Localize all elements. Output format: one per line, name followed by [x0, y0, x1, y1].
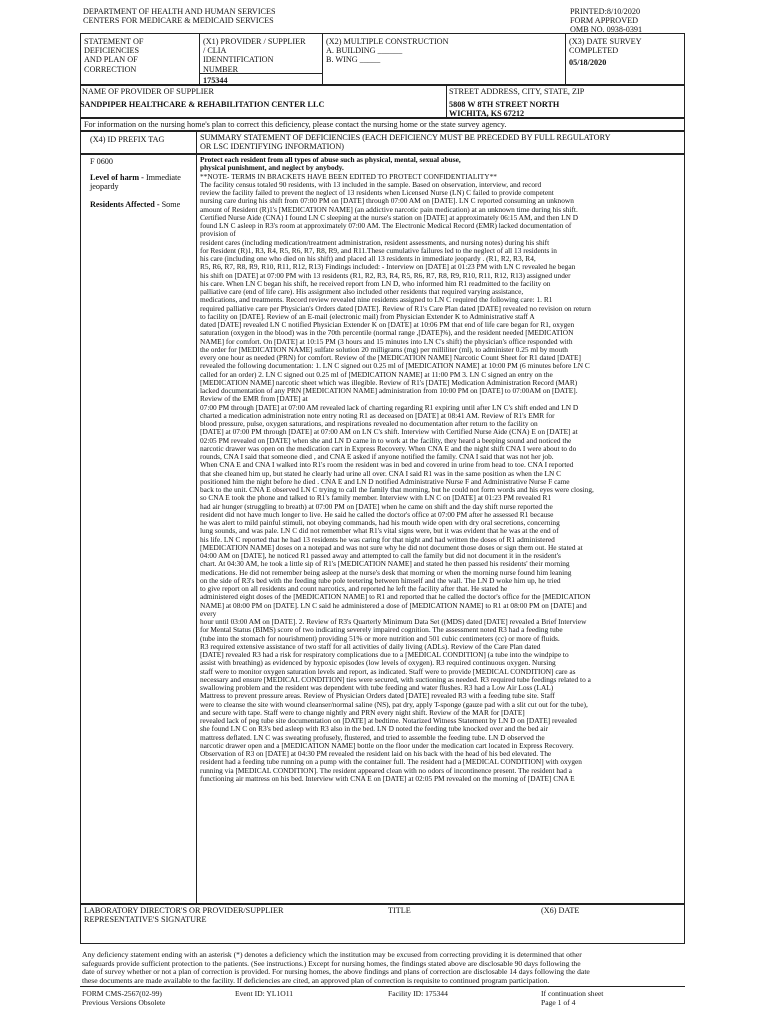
summary-line: narcotic drawer open and a [MEDICATION NAME] bottle on the floor under the medication cart located in Express Recovery.: [200, 740, 574, 750]
printed-date: PRINTED:8/10/2020: [570, 7, 641, 16]
summary-line: [DATE] at 07:00 PM through [DATE] at 07:00 AM on LN C's shift. Interview with Certified Nurse Aide (CNA) E on [DATE] at: [200, 427, 578, 437]
summary-line: medications, and treatments. Record review revealed nine residents assigned to LN C required the following care: 1. R1: [200, 295, 553, 305]
summary-text: [200, 156, 680, 783]
summary-line: nursing care during his shift from 07:00 PM on [DATE] through 07:00 AM on [DATE]. LN C reported consuming an unknown: [200, 196, 574, 206]
summary-line: found LN C asleep in R3's room at approximately 07:00 AM. The Electronic Medical Record (EMR) lacked documentation of: [200, 221, 572, 230]
summary-line: When CNA E and CNA I walked into R1's room the resident was in bed and covered in urine from head to toe. CNA I reported: [200, 460, 574, 470]
form-approved: FORM APPROVED: [570, 16, 639, 26]
summary-header: SUMMARY STATEMENT OF DEFICIENCIES (EACH DEFICIENCY MUST BE PRECEDED BY FULL REGULATORY OR LSC IDENTIFYING INFORMATION): [200, 133, 611, 152]
dept-name: DEPARTMENT OF HEALTH AND HUMAN SERVICES: [83, 7, 276, 16]
summary-line: mattress deflated. LN C was sweating profusely, flustered, and tried to assemble the feeding tube. LN D observed the: [200, 732, 545, 742]
director-signature-label: LABORATORY DIRECTOR'S OR PROVIDER/SUPPLIER REPRESENTATIVE'S SIGNATURE: [84, 906, 284, 925]
summary-line: 07:00 PM through [DATE] at 07:00 AM revealed lack of charting regarding R1 expiring until after LN C's shift ended and LN D: [200, 402, 579, 412]
facility-id: Facility ID: 175344: [388, 989, 448, 998]
summary-line: R3 required extensive assistance of two staff for all activities of daily living (ADLs). Review of the Care Plan dated: [200, 641, 541, 651]
summary-line: 02:05 PM revealed on [DATE] when she and LN D came in to work at the facility, they heard a beeping sound and noticed the: [200, 435, 572, 445]
id-prefix-header: (X4) ID PREFIX TAG: [90, 135, 165, 144]
summary-line: rounds, CNA I said that someone died , and CNA E asked if anyone notified the family. CNA I said that was not her job.: [200, 452, 554, 461]
statement-label: STATEMENT OF DEFICIENCIES AND PLAN OF CORRECTION: [84, 37, 144, 74]
tag-code: F 0600: [90, 157, 113, 166]
summary-line: lacked documentation of any PRN [MEDICATION NAME] administration from 10:00 PM on [DATE] to 07:00AM on [DATE].: [200, 386, 578, 395]
summary-line: **NOTE- TERMS IN BRACKETS HAVE BEEN EDITED TO PROTECT CONFIDENTIALITY**: [200, 171, 497, 181]
residents-affected: Residents Affected - Some: [90, 200, 181, 209]
summary-line: had air hunger (struggling to breath) at 07:00 PM on [DATE] when he came on shift and the day shift nurse reported the: [200, 501, 553, 511]
summary-line: he was alert to mild painful stimuli, not obeying commands, had his mouth wide open with dry oral secretions, concerning: [200, 518, 560, 527]
event-id: Event ID: YL1O11: [235, 989, 294, 998]
summary-line: to give report on all residents and count narcotics, and reported he left the facility after that. He stated he: [200, 584, 508, 593]
summary-line: dated [DATE] revealed LN C notified Physician Extender K on [DATE] at 10:06 PM that end of life care began for R1, oxygen: [200, 320, 575, 329]
summary-line: chart. At 04:30 AM, he took a little sip of R1's [MEDICATION NAME] and stated he then passed his residents' their morning: [200, 559, 570, 569]
info-line: For information on the nursing home's plan to correct this deficiency, please contact the nursing home or the state survey agency.: [84, 120, 507, 129]
summary-line: his care. When LN C began his shift, he received report from LN D, who informed him R1 readmitted to the facility on: [200, 278, 551, 288]
omb-number: OMB NO. 0938-0391: [570, 25, 643, 35]
summary-line: were to cleanse the site with wound cleanser/normal saline (NS), pat dry, apply T-sponge (gauze pad with a slit cut out for the tube),: [200, 699, 588, 709]
summary-line: physical punishment, and neglect by anybody.: [200, 163, 344, 173]
summary-line: so CNA E took the phone and talked to R1's family member. Interview with LN C on [DATE] at 01:23 PM revealed R1: [200, 493, 552, 503]
centers-name: CENTERS FOR MEDICARE & MEDICAID SERVICES: [83, 16, 274, 26]
summary-line: every one hour as needed (PRN) for comfort. Review of the [MEDICATION NAME] Narcotic Count Sheet for R1 dated [DATE]: [200, 353, 581, 362]
summary-line: staff were to monitor oxygen saturation levels and report, as indicated. Staff were to provide [MEDICAL CONDITION] care as: [200, 666, 576, 676]
summary-line: amount of Resident (R)1's [MEDICATION NAME] (an addictive narcotic pain medication) at an unknown time during his shift.: [200, 204, 578, 214]
summary-line: palliative care (end of life care). His assignment also included other residents that required varying assistance,: [200, 287, 524, 296]
agency-header: [83, 7, 276, 25]
summary-line: called for an order) 2. LN C signed out 0.25 ml of [MEDICATION NAME] at 11:00 PM 3. LN C signed an entry on the: [200, 369, 553, 379]
summary-line: provision of: [200, 229, 236, 239]
summary-line: his care (including one who died on his shift) and placed all 13 residents in immediate jeopardy . (R1, R2, R3, R4,: [200, 254, 536, 263]
summary-line: Protect each resident from all types of abuse such as physical, mental, sexual abuse,: [200, 155, 461, 164]
provider-name: SANDPIPER HEALTHCARE & REHABILITATION CENTER LLC: [80, 100, 325, 109]
summary-line: administered eight doses of the [MEDICATION NAME] to R1 and reported that he called the doctor's office for the [MEDICATION: [200, 592, 591, 602]
summary-line: R5, R6, R7, R8, R9, R10, R11, R12, R13) Findings included: - Interview on [DATE] at 01:23 PM with LN C revealed he began: [200, 262, 576, 272]
summary-line: swallowing problem and the resident was dependent with tube feeding and water flushes. R3 had a Low Air Loss (LAL): [200, 683, 554, 692]
summary-line: revealed lack of peg tube site documentation on [DATE] at bedtime. Notarized Witness Statement by LN D on [DATE] revealed: [200, 716, 577, 725]
disclaimer: Any deficiency statement ending with an asterisk (*) denotes a deficiency which the institution may be excused from correcting providing it is determined that other safeguards provide sufficient protection to the patients. (See instructions.) Except for nursing homes, the findings stated above are disclosable 90 days following the date of survey whether or not a plan of correction is provided. For nursing homes, the above findings and plans of correction are disclosable 14 days following the date these documents are made available to the facility. If deficiencies are cited, an approved plan of correction is requisite to continued program participation.: [82, 950, 590, 986]
summary-line: functioning air mattress on his bed. Interview with CNA E on [DATE] at 02:05 PM revealed on the morning of [DATE] CNA E: [200, 773, 575, 783]
survey-date: 05/18/2020: [569, 58, 607, 67]
summary-line: on the side of R3's bed with the feeding tube pole teetering between himself and the wall. The LN D woke him up, he tried: [200, 575, 561, 585]
summary-line: [MEDICATION NAME] doses on a notepad and was not sure why he did not document those doses or sign them out. He stated at: [200, 542, 583, 552]
summary-line: she found LN C on R3's bed asleep with R3 also in the bed. LN D noted the feeding tube knocked over and the bed air: [200, 724, 549, 734]
summary-line: review the facility failed to prevent the neglect of 13 residents when Licensed Nurse (LN) C failed to provide competent: [200, 188, 554, 197]
summary-line: hour until 03:00 AM on [DATE]. 2. Review of R3's Quarterly Minimum Data Set ((MDS) dated [DATE] revealed a Brief Interview: [200, 617, 587, 626]
summary-line: saturation (oxygen in the blood) was in the 70th percentile (normal range ,[DATE]%), and the resident needed [MEDICATION: [200, 328, 574, 338]
summary-line: [DATE] revealed R3 had a risk for respiratory complications due to a [MEDICAL CONDITION] (a tube into the windpipe to: [200, 650, 569, 659]
summary-line: his shift on [DATE] at 07:00 PM with 13 residents (R1, R2, R3, R4, R5, R6, R7, R8, R9, R10, R11, R12, R13) assigned under: [200, 270, 571, 280]
summary-line: Review of the EMR from [DATE] at: [200, 394, 308, 404]
summary-line: the order for [MEDICATION NAME] sulfate solution 20 milligrams (mg) per milliliter (ml), to administer 0.25 ml by mouth: [200, 344, 568, 354]
summary-line: necessary and ensure [MEDICAL CONDITION] ties were secured, with suctioning as needed. R3 required tube feedings related to a: [200, 674, 591, 684]
summary-line: resident had a feeding tube running on a pump with the container full. The resident had a [MEDICAL CONDITION] with oxygen: [200, 757, 582, 767]
summary-line: medications. He did not remember being asleep at the nurse's desk that morning or when the morning nurse found him leaning: [200, 567, 572, 577]
summary-line: positioned him the night before he died . CNA E and LN D notified Administrative Nurse F and Administrative Nurse F came: [200, 476, 570, 486]
summary-line: that she cleaned him up, but stated he clearly had urine all over. CNA I said R1 was in the same position as when the LN C: [200, 468, 561, 478]
summary-line: and secure with tape. Staff were to change nightly and PRN every night shift. Review of the MAR for [DATE]: [200, 707, 525, 717]
summary-line: back to the unit. CNA E observed LN C trying to call the family that morning, but he could not form words and his eyes were closing,: [200, 485, 594, 494]
summary-line: Certified Nurse Aide (CNA) I found LN C sleeping at the nurse's station on [DATE] at approximately 06:15 AM, and then LN D: [200, 212, 579, 222]
summary-line: blood pressure, pulse, oxygen saturations, and respirations revealed no documentation after return to the facility on: [200, 419, 538, 428]
address-label: STREET ADDRESS, CITY, STATE, ZIP: [449, 87, 585, 96]
page-info: If continuation sheet Page 1 of 4: [541, 989, 604, 1007]
summary-line: (tube into the stomach for nourishment) providing 51% or more nutrition and 501 cubic centimeters (cc) or more of fluids.: [200, 633, 560, 643]
summary-line: for Mental Status (BIMS) score of two indicating severely impaired cognition. The assessment noted R3 had a feeding tube: [200, 625, 563, 635]
summary-line: to facility on [DATE]. Review of an E-mail (electronic mail) from Physician Extender K to Administrative staff A: [200, 311, 535, 321]
summary-line: NAME] for comfort. On [DATE] at 10:15 PM (3 hours and 15 minutes into LN C's shift) the physician's office responded with: [200, 336, 573, 346]
summary-line: revealed the following documentation: 1. LN C signed out 0.25 ml of [MEDICATION NAME] at 10:00 PM (6 minutes before LN C: [200, 361, 590, 371]
summary-line: [MEDICATION NAME] narcotic sheet which was illegible. Review of R1's [DATE] Medication Administration Record (MAR): [200, 377, 578, 387]
provider-id-number: 175344: [203, 76, 228, 85]
summary-line: The facility census totaled 90 residents, with 13 included in the sample. Based on observation, interview, and record: [200, 179, 542, 189]
x3-block: (X3) DATE SURVEY COMPLETED: [569, 37, 642, 56]
title-label: TITLE: [388, 906, 411, 915]
summary-line: lung sounds, and was pale. LN C did not remember what R1's vital signs were, but it was evident that he was at the end of: [200, 526, 559, 536]
summary-line: narcotic drawer was open on the medication cart in Express Recovery. When CNA E and the night shift CNA I were about to do: [200, 443, 577, 453]
date-label: (X6) DATE: [541, 906, 580, 915]
summary-line: NAME] at 08:00 PM on [DATE]. LN C said he administered a dose of [MEDICATION NAME] to R1 at 08:00 PM on [DATE] and: [200, 600, 587, 610]
provider-name-label: NAME OF PROVIDER OF SUPPLIER: [82, 87, 214, 96]
address-block: 5808 W 8TH STREET NORTH WICHITA, KS 67212: [449, 100, 560, 119]
summary-line: Observation of R3 on [DATE] at 04:30 PM revealed the resident laid on his back with the head of his bed elevated. The: [200, 749, 552, 758]
summary-line: for Resident (R)1, R3, R4, R5, R6, R7, R8, R9, and R11.These cumulative failures led to the neglect of all 13 residents in: [200, 245, 557, 255]
summary-line: assist with breathing) as evidenced by hypoxic episodes (low levels of oxygen). R3 required continuous oxygen. Nursing: [200, 658, 556, 668]
x2-block: (X2) MULTIPLE CONSTRUCTION A. BUILDING ______ B. WING _____: [326, 37, 449, 65]
summary-line: resident did not have much longer to live. He said he called the doctor's office at 07:00 PM after he assessed R1 because: [200, 509, 554, 519]
summary-line: his life. LN C reported that he had 13 residents he was caring for that night and had written the doses of R1 administered: [200, 534, 555, 544]
summary-line: Mattress to prevent pressure areas. Review of Physician Orders dated [DATE] revealed R3 with a feeding tube site. Staff: [200, 691, 555, 701]
summary-line: required palliative care per Physician's Orders dated [DATE]. Review of R1's Care Plan dated [DATE] revealed no revision on return: [200, 303, 591, 313]
print-info: [570, 7, 642, 35]
summary-line: 04:00 AM on [DATE], he noticed R1 passed away and attempted to call the family but did not document it in the resident's: [200, 551, 561, 560]
summary-line: charted a medication administration note entry noting R1 as deceased on [DATE] at 08:41 AM. Review of R1's EMR for: [200, 410, 555, 420]
form-id: FORM CMS-2567(02-99) Previous Versions Obsolete: [82, 989, 166, 1007]
harm-level: Level of harm - Immediate jeopardy: [90, 173, 181, 192]
summary-line: running via [MEDICAL CONDITION]. The resident appeared clean with no odors of incontinence present. The resident had a: [200, 765, 573, 775]
summary-line: resident cares (including medication/treatment administration, resident assessments, and nursing notes) during his shift: [200, 237, 550, 247]
x1-label: (X1) PROVIDER / SUPPLIER / CLIA IDENNTIFICATION NUMBER: [203, 37, 306, 74]
summary-line: every: [200, 608, 217, 618]
